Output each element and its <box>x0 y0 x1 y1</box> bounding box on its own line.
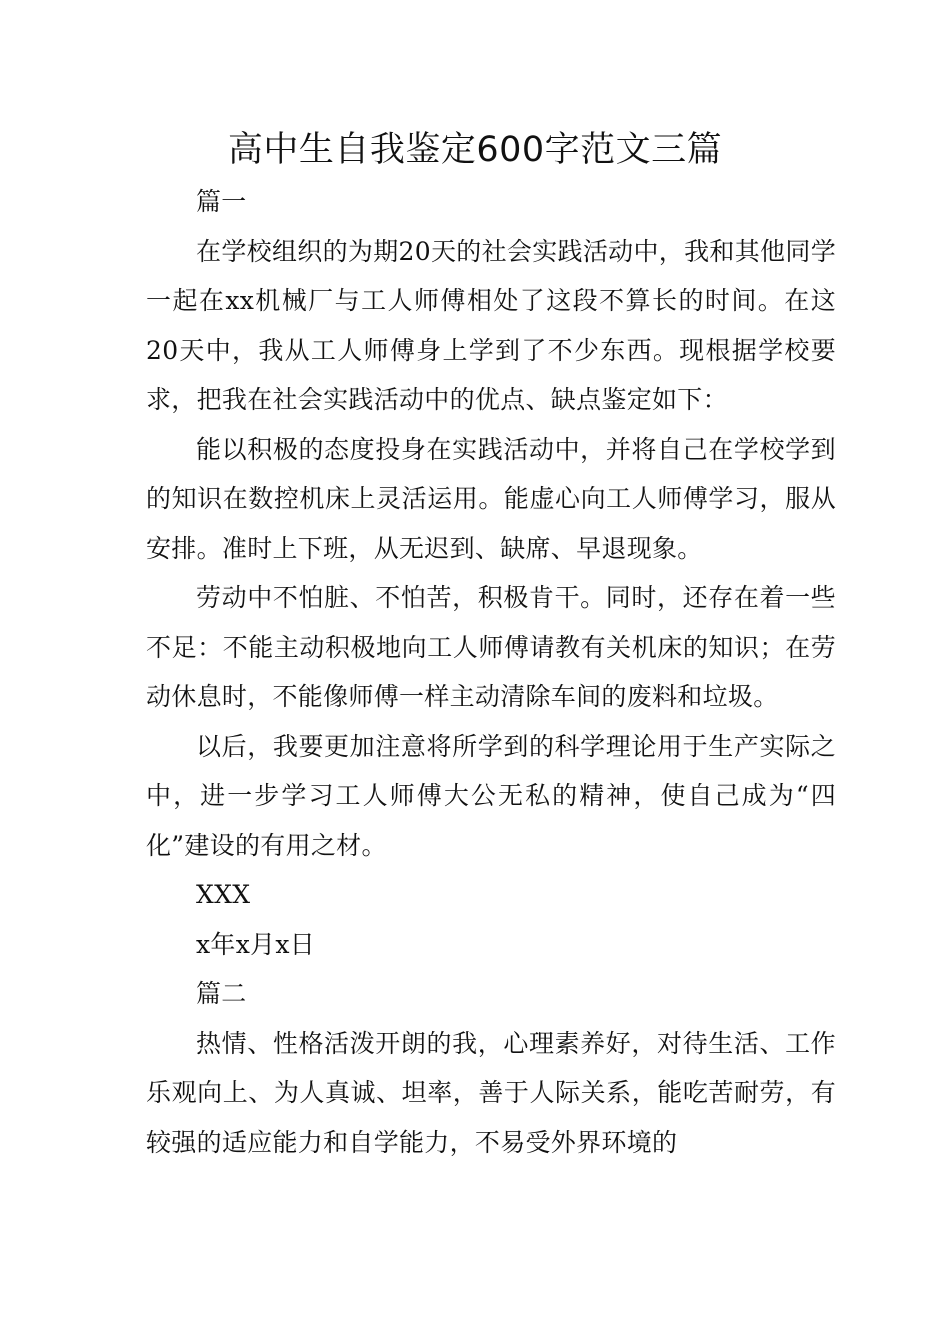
paragraph-3: 劳动中不怕脏、不怕苦，积极肯干。同时，还存在着一些不足：不能主动积极地向工人师傅请教有关机床的知识；在劳动休息时，不能像师傅一样主动清除车间的废料和垃圾。 <box>146 583 836 711</box>
section-heading-1: 篇一 <box>196 187 247 216</box>
signature-date: x年x月x日 <box>196 929 316 959</box>
signature: XXX <box>196 880 251 909</box>
paragraph-2: 能以积极的态度投身在实践活动中，并将自己在学校学到的知识在数控机床上灵活运用。能虚心向工人师傅学习，服从安排。准时上下班，从无迟到、缺席、早退现象。 <box>146 434 836 563</box>
paragraph-1: 在学校组织的为期20天的社会实践活动中，我和其他同学一起在xx机械厂与工人师傅相处了这段不算长的时间。在这20天中，我从工人师傅身上学到了不少东西。现根据学校要求，把我在社会实践活动中的优点、缺点鉴定如下： <box>146 236 836 414</box>
paragraph-5: 热情、性格活泼开朗的我，心理素养好，对待生活、工作乐观向上、为人真诚、坦率，善于人际关系，能吃苦耐劳，有较强的适应能力和自学能力，不易受外界环境的 <box>146 1028 836 1157</box>
document-title: 高中生自我鉴定600字范文三篇 <box>227 130 723 170</box>
document-body <box>146 177 836 1167</box>
section-heading-2: 篇二 <box>196 979 247 1008</box>
paragraph-4: 以后，我要更加注意将所学到的科学理论用于生产实际之中，进一步学习工人师傅大公无私的精神，使自己成为“四化”建设的有用之材。 <box>146 731 836 860</box>
